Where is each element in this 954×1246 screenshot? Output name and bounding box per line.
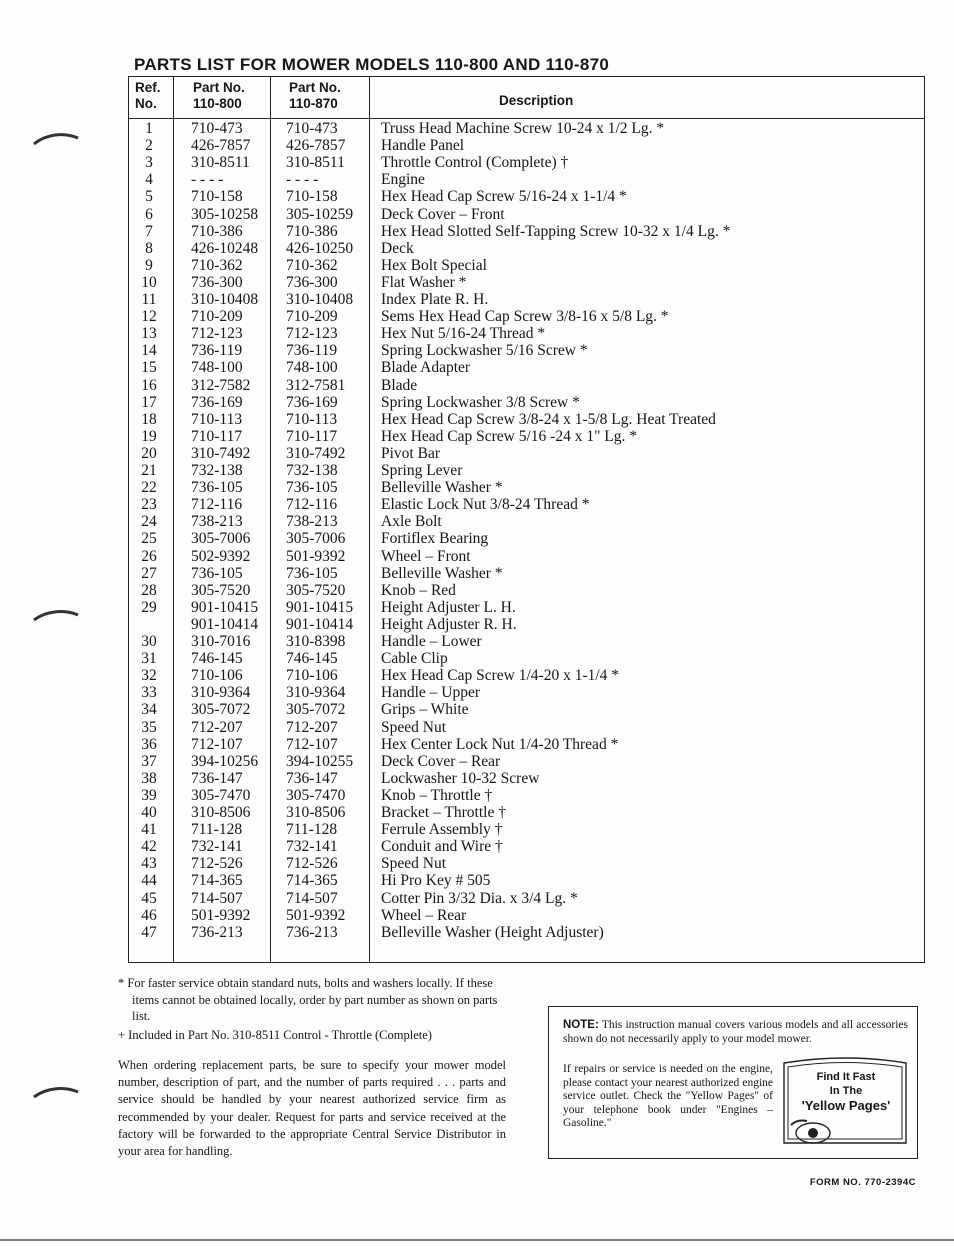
footnote-plus: + Included in Part No. 310-8511 Control - Throttle (Complete)	[118, 1027, 432, 1042]
description-cell: Hex Head Slotted Self-Tapping Screw 10-32 x 1/4 Lg. *	[381, 222, 731, 240]
description-cell: Cable Clip	[381, 650, 448, 668]
table-row	[129, 513, 924, 530]
part-110-800-cell: 501-9392	[191, 906, 251, 924]
table-row	[129, 479, 924, 496]
yellow-pages-line2: In The	[829, 1085, 863, 1097]
description-cell: Hex Head Cap Screw 5/16-24 x 1-1/4 *	[381, 188, 627, 206]
ref-cell: 8	[145, 239, 153, 257]
table-row	[129, 120, 924, 137]
part-110-800-cell: 736-147	[191, 769, 243, 787]
header-part2-line2: 110-870	[289, 96, 338, 111]
part-110-870-cell: 426-10250	[286, 239, 354, 257]
description-cell: Height Adjuster L. H.	[381, 598, 516, 616]
description-cell: Hex Bolt Special	[381, 256, 487, 274]
part-110-800-cell: 710-158	[191, 188, 243, 206]
part-110-800-cell: 738-213	[191, 513, 243, 531]
table-row	[129, 428, 924, 445]
description-cell: Hex Head Cap Screw 3/8-24 x 1-5/8 Lg. Heat Treated	[381, 410, 716, 428]
part-110-800-cell: 736-119	[191, 342, 243, 360]
description-cell: Throttle Control (Complete) †	[381, 154, 569, 172]
description-cell: Spring Lever	[381, 462, 463, 479]
part-110-870-cell: 394-10255	[286, 752, 354, 770]
table-row	[129, 924, 924, 941]
ref-cell: 36	[141, 735, 157, 753]
part-110-870-cell: 310-8506	[286, 804, 346, 821]
ref-cell: 27	[141, 564, 157, 582]
part-110-800-cell: 732-138	[191, 462, 243, 479]
table-row	[129, 308, 924, 325]
yellow-pages-line3: 'Yellow Pages'	[801, 1098, 891, 1113]
part-110-800-cell: 310-8506	[191, 804, 251, 821]
ref-cell: 5	[145, 188, 153, 206]
ref-cell: 39	[141, 786, 157, 804]
table-row	[129, 565, 924, 582]
table-row	[129, 291, 924, 308]
ref-cell: 4	[145, 171, 153, 189]
part-110-800-cell: 310-7016	[191, 633, 251, 650]
note-paragraph	[563, 1019, 908, 1046]
part-110-800-cell: 712-116	[191, 496, 243, 514]
part-110-800-cell: 305-7520	[191, 581, 251, 599]
description-cell: Deck Cover – Rear	[381, 752, 501, 770]
part-110-870-cell: 732-141	[286, 838, 338, 856]
part-110-800-cell: 746-145	[191, 650, 243, 668]
part-110-800-cell: 901-10414	[191, 615, 259, 633]
description-cell: Elastic Lock Nut 3/8-24 Thread *	[381, 496, 590, 514]
description-cell: Speed Nut	[381, 718, 447, 736]
ref-cell: 47	[141, 923, 157, 941]
ref-cell: 28	[141, 581, 157, 599]
ref-cell: 32	[141, 667, 157, 685]
description-cell: Hi Pro Key # 505	[381, 872, 491, 890]
part-110-800-cell: 305-10258	[191, 205, 259, 223]
description-cell: Belleville Washer (Height Adjuster)	[381, 923, 604, 941]
part-110-800-cell: 712-526	[191, 855, 243, 873]
ref-cell: 43	[141, 855, 157, 873]
ref-cell: 16	[141, 376, 157, 394]
ref-cell: 34	[141, 701, 157, 719]
ref-cell: 29	[141, 598, 157, 616]
header-ref-line2: No.	[135, 96, 157, 111]
part-110-870-cell: 305-7470	[286, 786, 346, 804]
ref-cell: 15	[141, 359, 157, 377]
table-row	[129, 377, 924, 394]
ref-cell: 13	[141, 325, 157, 343]
header-part2-line1: Part No.	[289, 80, 341, 95]
part-110-800-cell: 426-10248	[191, 239, 259, 257]
footnote-star: * For faster service obtain standard nuts, bolts and washers locally. If these items cannot be obtained locally, order by part number as shown on parts list.	[118, 976, 498, 1023]
ref-cell: 6	[145, 205, 153, 223]
table-row	[129, 223, 924, 240]
table-row	[129, 411, 924, 428]
description-cell: Belleville Washer *	[381, 479, 503, 497]
description-cell: Deck Cover – Front	[381, 205, 505, 223]
part-110-800-cell: 312-7582	[191, 376, 251, 394]
part-110-800-cell: 305-7072	[191, 701, 251, 719]
part-110-870-cell: 710-106	[286, 667, 338, 685]
part-110-800-cell: 712-207	[191, 718, 243, 736]
table-row	[129, 599, 924, 616]
table-row	[129, 582, 924, 599]
ref-cell: 26	[141, 547, 157, 565]
part-110-800-cell: 736-213	[191, 923, 243, 941]
part-110-870-cell: 736-213	[286, 923, 338, 941]
note-body: This instruction manual covers various models and all accessories shown do not necessarily apply to your model mower.	[563, 1019, 908, 1045]
part-110-870-cell: 712-116	[286, 496, 338, 514]
part-110-800-cell: 305-7006	[191, 530, 251, 548]
ref-cell: 31	[141, 650, 157, 668]
part-110-870-cell: 901-10415	[286, 598, 354, 616]
part-110-870-cell: 310-7492	[286, 444, 346, 462]
part-110-870-cell: 710-113	[286, 410, 338, 428]
description-cell: Hex Head Cap Screw 1/4-20 x 1-1/4 *	[381, 667, 620, 685]
part-110-800-cell: 305-7470	[191, 786, 251, 804]
part-110-800-cell: 710-209	[191, 308, 243, 326]
table-row	[129, 872, 924, 889]
part-110-800-cell: 712-123	[191, 325, 243, 343]
description-cell: Handle – Lower	[381, 633, 482, 650]
yellow-pages-logo	[781, 1055, 909, 1147]
part-110-800-cell: 736-300	[191, 273, 243, 291]
table-row	[129, 496, 924, 513]
table-row	[129, 530, 924, 547]
part-110-800-cell: 710-386	[191, 222, 243, 240]
part-110-800-cell: 710-473	[191, 120, 243, 137]
part-110-870-cell: 736-119	[286, 342, 338, 360]
part-110-800-cell: 710-117	[191, 427, 243, 445]
footnotes	[118, 975, 510, 1043]
description-cell: Sems Hex Head Cap Screw 3/8-16 x 5/8 Lg. *	[381, 308, 669, 326]
table-row	[129, 770, 924, 787]
ref-cell: 42	[141, 838, 157, 856]
part-110-870-cell: 305-7520	[286, 581, 346, 599]
ref-cell: 19	[141, 427, 157, 445]
part-110-800-cell: 710-113	[191, 410, 243, 428]
ref-cell: 22	[141, 479, 157, 497]
ref-cell: 14	[141, 342, 157, 360]
table-row	[129, 804, 924, 821]
yellow-pages-line1: Find It Fast	[816, 1071, 876, 1083]
description-cell: Blade	[381, 376, 418, 394]
header-ref	[135, 80, 161, 112]
part-110-800-cell: 714-365	[191, 872, 243, 890]
ref-cell: 38	[141, 769, 157, 787]
table-row	[129, 616, 924, 633]
part-110-800-cell: 732-141	[191, 838, 243, 856]
table-row	[129, 684, 924, 701]
table-row	[129, 633, 924, 650]
part-110-870-cell: 426-7857	[286, 137, 346, 155]
part-110-870-cell: 738-213	[286, 513, 338, 531]
ref-cell: 40	[141, 804, 157, 821]
ref-cell: 1	[145, 120, 153, 137]
part-110-870-cell: 712-107	[286, 735, 338, 753]
description-cell: Height Adjuster R. H.	[381, 615, 517, 633]
description-cell: Handle Panel	[381, 137, 465, 155]
part-110-870-cell: 710-117	[286, 427, 338, 445]
note-label: NOTE:	[563, 1019, 599, 1031]
part-110-870-cell: 714-365	[286, 872, 338, 890]
ref-cell: 45	[141, 889, 157, 907]
part-110-800-cell: 736-105	[191, 564, 243, 582]
description-cell: Deck	[381, 239, 414, 257]
part-110-800-cell: 310-9364	[191, 684, 251, 702]
part-110-870-cell: 712-207	[286, 718, 338, 736]
table-row	[129, 240, 924, 257]
punch-mark-middle	[30, 606, 82, 628]
ref-cell: 30	[141, 633, 157, 650]
ref-cell: 9	[145, 256, 153, 274]
table-row	[129, 667, 924, 684]
description-cell: Handle – Upper	[381, 684, 480, 702]
ref-cell: 20	[141, 444, 157, 462]
description-cell: Fortiflex Bearing	[381, 530, 489, 548]
table-row	[129, 325, 924, 342]
part-110-870-cell: 748-100	[286, 359, 338, 377]
table-row	[129, 154, 924, 171]
part-110-870-cell: 736-105	[286, 479, 338, 497]
part-110-800-cell: 736-105	[191, 479, 243, 497]
part-110-870-cell: 310-8398	[286, 633, 346, 650]
part-110-870-cell: 710-386	[286, 222, 338, 240]
description-cell: Ferrule Assembly †	[381, 821, 503, 839]
description-cell: Pivot Bar	[381, 444, 440, 462]
part-110-800-cell: 710-106	[191, 667, 243, 685]
ref-cell: 35	[141, 718, 157, 736]
ref-cell: 25	[141, 530, 157, 548]
telephone-icon	[787, 1117, 835, 1147]
part-110-800-cell: 901-10415	[191, 598, 259, 616]
note-box	[548, 1006, 918, 1159]
table-row	[129, 907, 924, 924]
part-110-800-cell: 310-8511	[191, 154, 250, 172]
part-110-870-cell: 710-209	[286, 308, 338, 326]
description-cell: Truss Head Machine Screw 10-24 x 1/2 Lg. *	[381, 120, 665, 137]
description-cell: Hex Head Cap Screw 5/16 -24 x 1" Lg. *	[381, 427, 637, 445]
description-cell: Index Plate R. H.	[381, 291, 489, 308]
description-cell: Spring Lockwasher 5/16 Screw *	[381, 342, 588, 360]
table-row	[129, 650, 924, 667]
table-row	[129, 787, 924, 804]
part-110-870-cell: 312-7581	[286, 376, 346, 394]
part-110-870-cell: 710-158	[286, 188, 338, 206]
ref-cell: 23	[141, 496, 157, 514]
ref-cell: 2	[145, 137, 153, 155]
table-row	[129, 171, 924, 188]
part-110-870-cell: - - - -	[286, 171, 319, 189]
ref-cell: 18	[141, 410, 157, 428]
part-110-800-cell: 502-9392	[191, 547, 251, 565]
ref-cell: 21	[141, 462, 157, 479]
ref-cell: 37	[141, 752, 157, 770]
part-110-800-cell: 711-128	[191, 821, 243, 839]
table-row	[129, 838, 924, 855]
ref-cell: 10	[141, 273, 157, 291]
description-cell: Wheel – Rear	[381, 906, 467, 924]
ref-cell: 11	[141, 291, 157, 308]
description-cell: Hex Center Lock Nut 1/4-20 Thread *	[381, 735, 619, 753]
ref-cell: 7	[145, 222, 153, 240]
table-row	[129, 359, 924, 376]
table-row	[129, 821, 924, 838]
table-row	[129, 445, 924, 462]
punch-mark-top	[30, 130, 82, 152]
ordering-instructions: When ordering replacement parts, be sure to specify your mower model number, description of part, and the number of parts required . . . parts and service should be handled by your nearest authorized service firm as recommended by your dealer. Request for parts and service received at the factory will be forwarded to the appropriate Central Service Distributor in your area for handling.	[118, 1058, 506, 1159]
description-cell: Bracket – Throttle †	[381, 804, 506, 821]
ref-cell: 17	[141, 393, 157, 411]
part-110-870-cell: 305-10259	[286, 205, 354, 223]
description-cell: Knob – Throttle †	[381, 786, 493, 804]
part-110-800-cell: 310-7492	[191, 444, 251, 462]
description-cell: Blade Adapter	[381, 359, 471, 377]
table-row	[129, 257, 924, 274]
header-part-110-800	[193, 80, 245, 112]
description-cell: Cotter Pin 3/32 Dia. x 3/4 Lg. *	[381, 889, 578, 907]
part-110-870-cell: 736-169	[286, 393, 338, 411]
part-110-870-cell: 736-147	[286, 769, 338, 787]
page-title: PARTS LIST FOR MOWER MODELS 110-800 AND 110-870	[134, 55, 610, 74]
description-cell: Wheel – Front	[381, 547, 471, 565]
part-110-870-cell: 310-8511	[286, 154, 345, 172]
ref-cell: 33	[141, 684, 157, 702]
table-row	[129, 855, 924, 872]
description-cell: Knob – Red	[381, 581, 456, 599]
part-110-870-cell: 710-362	[286, 256, 338, 274]
part-110-870-cell: 712-123	[286, 325, 338, 343]
part-110-870-cell: 305-7072	[286, 701, 346, 719]
description-cell: Speed Nut	[381, 855, 447, 873]
part-110-800-cell: 426-7857	[191, 137, 251, 155]
part-110-870-cell: 501-9392	[286, 906, 346, 924]
table-row	[129, 206, 924, 223]
header-part1-line2: 110-800	[193, 96, 242, 111]
table-row	[129, 736, 924, 753]
description-cell: Belleville Washer *	[381, 564, 503, 582]
ref-cell: 3	[145, 154, 153, 172]
ref-cell: 24	[141, 513, 157, 531]
description-cell: Lockwasher 10-32 Screw	[381, 769, 540, 787]
description-cell: Hex Nut 5/16-24 Thread *	[381, 325, 546, 343]
table-row	[129, 548, 924, 565]
part-110-870-cell: 711-128	[286, 821, 338, 839]
ref-cell: 41	[141, 821, 157, 839]
part-110-800-cell: 710-362	[191, 256, 243, 274]
part-110-800-cell: - - - -	[191, 171, 224, 189]
description-cell: Spring Lockwasher 3/8 Screw *	[381, 393, 580, 411]
part-110-800-cell: 394-10256	[191, 752, 259, 770]
part-110-870-cell: 712-526	[286, 855, 338, 873]
table-row	[129, 753, 924, 770]
description-cell: Axle Bolt	[381, 513, 442, 531]
description-cell: Engine	[381, 171, 425, 189]
header-part-110-870	[289, 80, 341, 112]
header-part1-line1: Part No.	[193, 80, 245, 95]
table-row	[129, 137, 924, 154]
form-number: FORM NO. 770-2394C	[809, 1177, 916, 1188]
table-row	[129, 274, 924, 291]
table-row	[129, 394, 924, 411]
ref-cell: 46	[141, 906, 157, 924]
table-row	[129, 188, 924, 205]
ref-cell: 44	[141, 872, 157, 890]
description-cell: Conduit and Wire †	[381, 838, 503, 856]
part-110-870-cell: 310-9364	[286, 684, 346, 702]
part-110-870-cell: 501-9392	[286, 547, 346, 565]
part-110-870-cell: 746-145	[286, 650, 338, 668]
part-110-800-cell: 712-107	[191, 735, 243, 753]
part-110-800-cell: 748-100	[191, 359, 243, 377]
part-110-870-cell: 710-473	[286, 120, 338, 137]
part-110-870-cell: 305-7006	[286, 530, 346, 548]
description-cell: Flat Washer *	[381, 273, 467, 291]
part-110-870-cell: 736-105	[286, 564, 338, 582]
part-110-800-cell: 310-10408	[191, 291, 259, 308]
parts-table	[128, 76, 925, 963]
table-row	[129, 701, 924, 718]
part-110-870-cell: 901-10414	[286, 615, 354, 633]
description-cell: Grips – White	[381, 701, 469, 719]
header-ref-line1: Ref.	[135, 80, 161, 95]
table-row	[129, 462, 924, 479]
part-110-870-cell: 310-10408	[286, 291, 354, 308]
header-description: Description	[499, 93, 574, 108]
part-110-870-cell: 714-507	[286, 889, 338, 907]
punch-mark-bottom	[30, 1083, 82, 1105]
part-110-870-cell: 736-300	[286, 273, 338, 291]
part-110-800-cell: 736-169	[191, 393, 243, 411]
header-divider	[129, 118, 924, 119]
table-row	[129, 719, 924, 736]
bottom-rule	[0, 1238, 954, 1242]
repair-paragraph: If repairs or service is needed on the engine, please contact your nearest authorized engine service outlet. Check the "Yellow Pages" of your telephone book under "Engines – Gasoline."	[563, 1063, 773, 1129]
ref-cell: 12	[141, 308, 157, 326]
table-row	[129, 890, 924, 907]
part-110-870-cell: 732-138	[286, 462, 338, 479]
table-row	[129, 342, 924, 359]
part-110-800-cell: 714-507	[191, 889, 243, 907]
